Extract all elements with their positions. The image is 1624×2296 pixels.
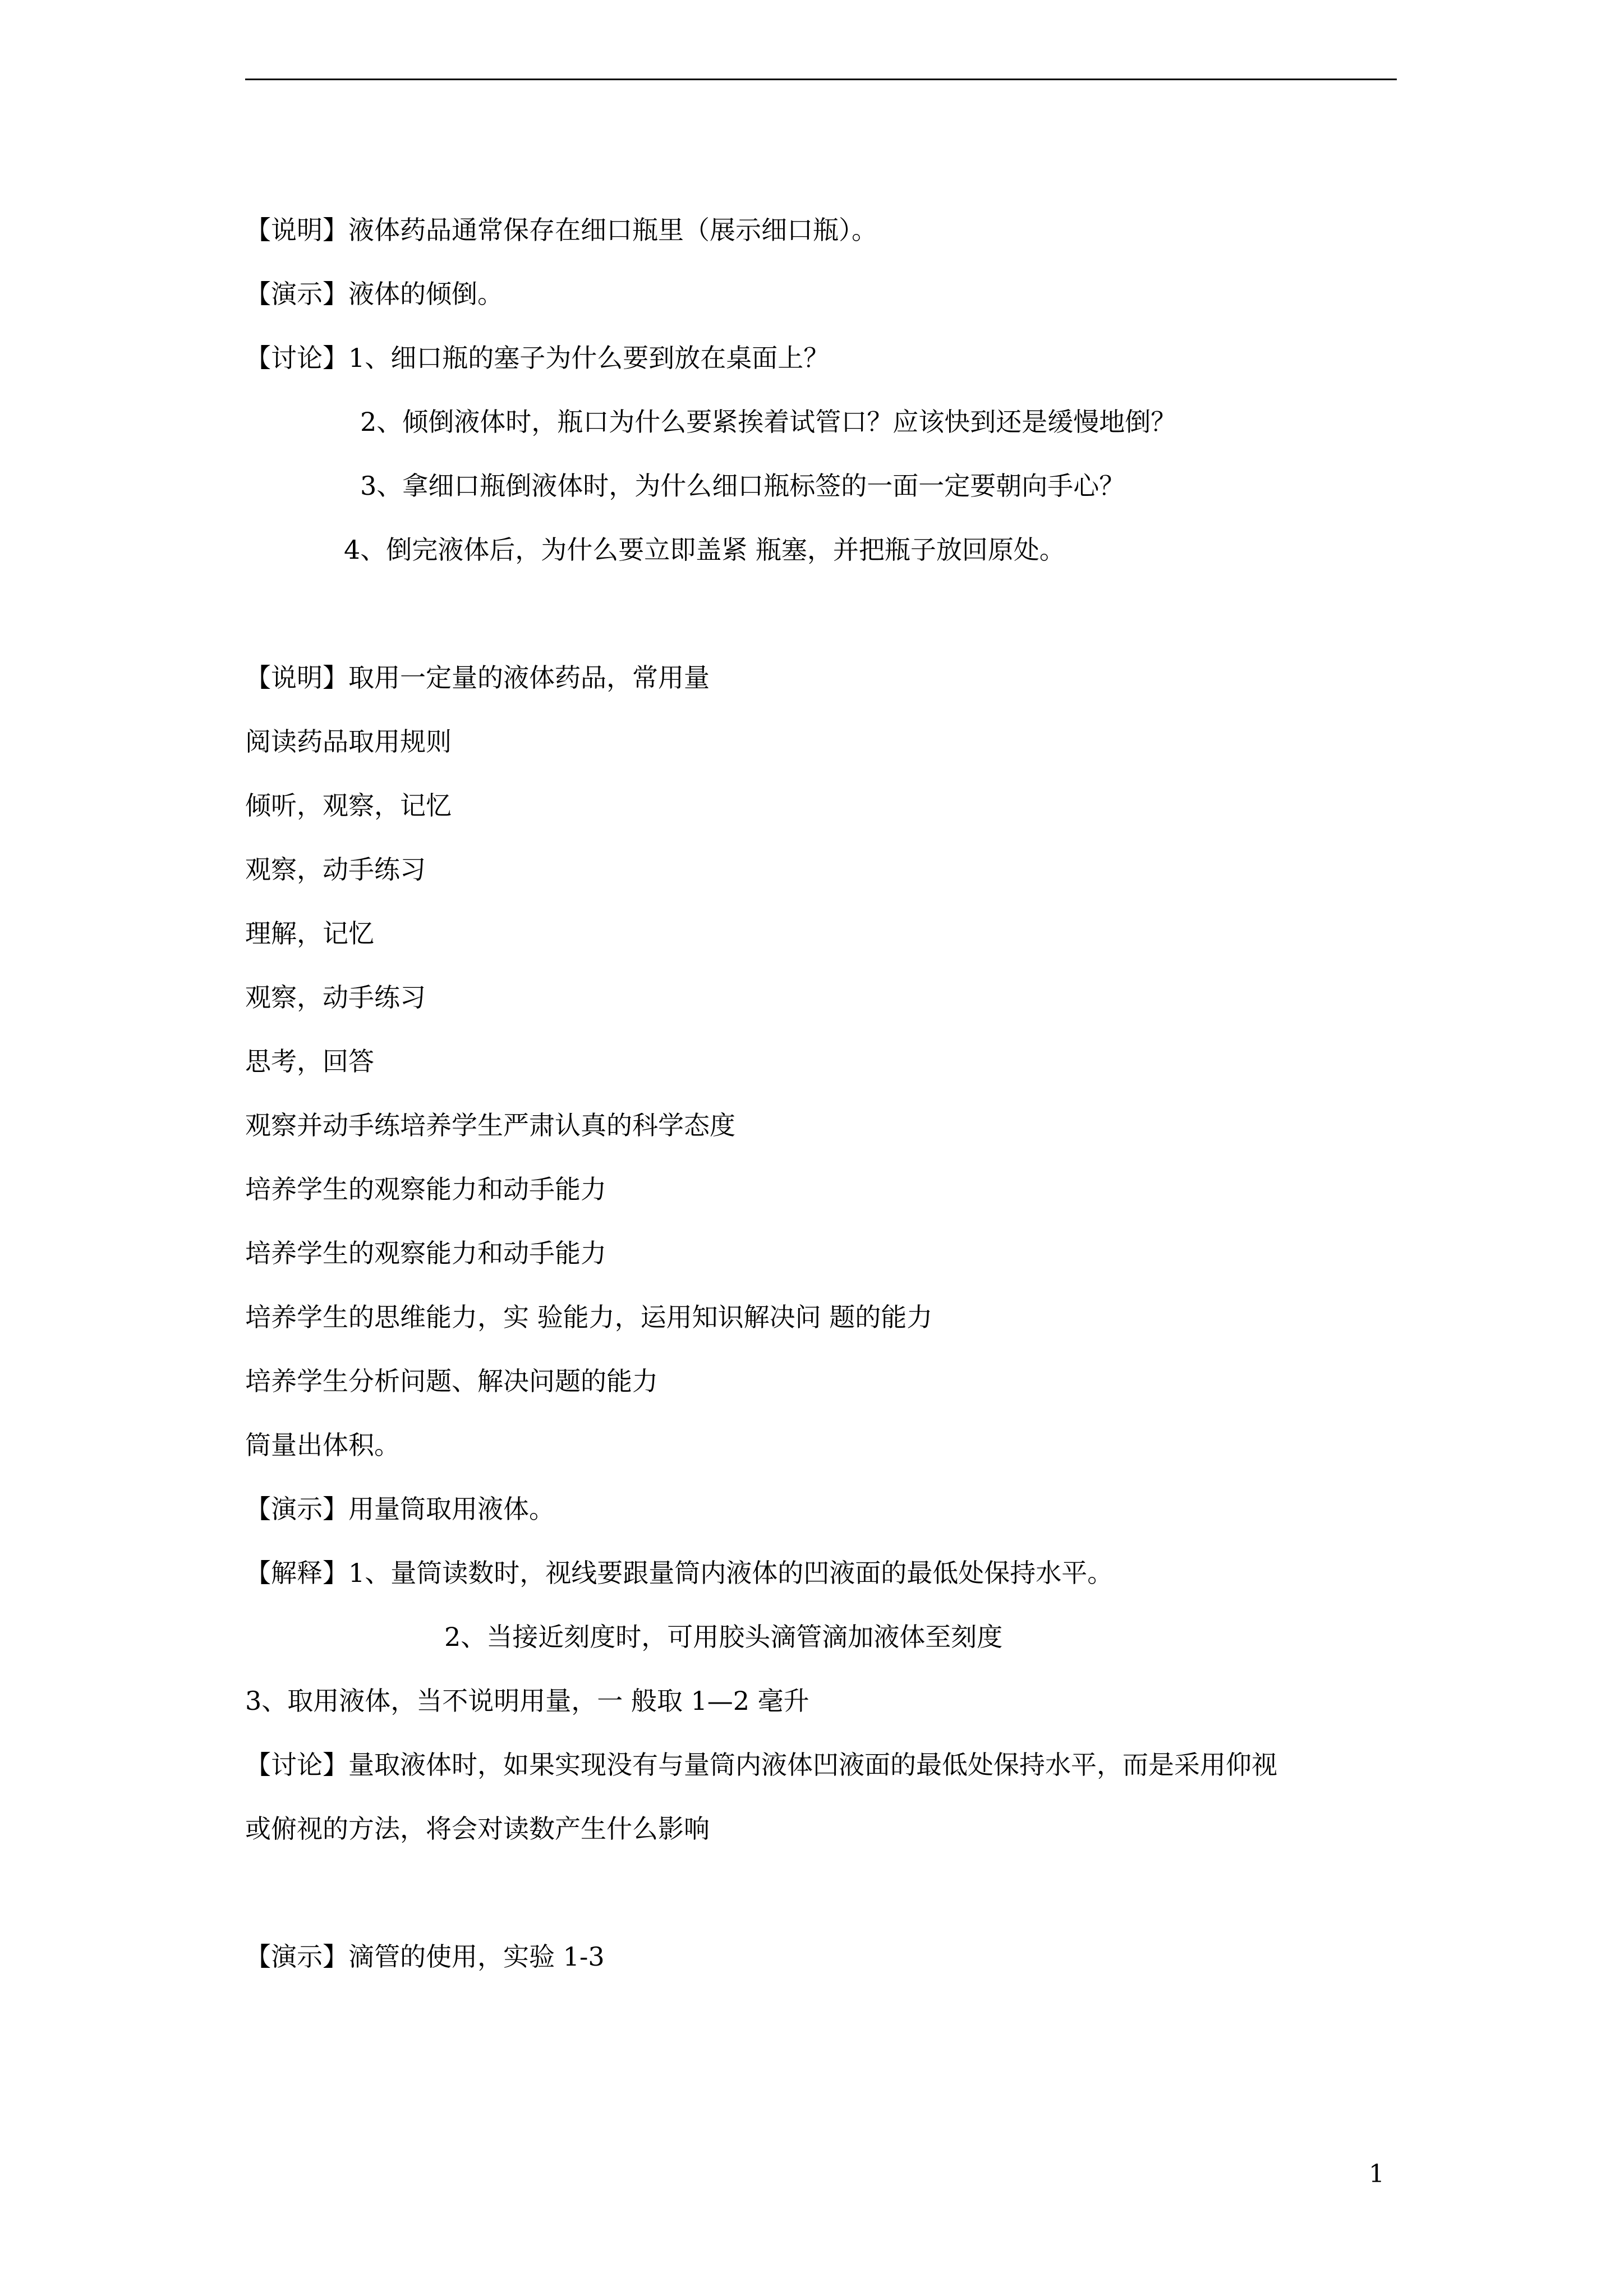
activity-line-understanding: 理解，记忆 <box>245 918 374 949</box>
paragraph-explanation-bottle: 【说明】液体药品通常保存在细口瓶里（展示细口瓶）。 <box>245 215 877 245</box>
paragraph-volume: 筒量出体积。 <box>245 1430 400 1460</box>
discussion-question-1: 【讨论】1、细口瓶的塞子为什么要到放在桌面上？ <box>245 343 830 373</box>
explanation-point-1: 【解释】1、量筒读数时，视线要跟量筒内液体的凹液面的最低处保持水平。 <box>245 1558 1114 1588</box>
paragraph-demo-dropper: 【演示】滴管的使用，实验 1-3 <box>245 1941 605 1972</box>
paragraph-explanation-measure: 【说明】取用一定量的液体药品，常用量 <box>245 662 710 693</box>
goal-line-attitude: 观察并动手练培养学生严肃认真的科学态度 <box>245 1110 735 1140</box>
goal-line-analysis: 培养学生分析问题、解决问题的能力 <box>245 1366 658 1396</box>
discussion-reading-error-line-1: 【讨论】量取液体时，如果实现没有与量筒内液体凹液面的最低处保持水平，而是采用仰视 <box>245 1750 1277 1780</box>
paragraph-demo-cylinder: 【演示】用量筒取用液体。 <box>245 1494 555 1524</box>
paragraph-demo-pouring: 【演示】液体的倾倒。 <box>245 279 503 309</box>
goal-line-thinking: 培养学生的思维能力，实 验能力，运用知识解决问 题的能力 <box>245 1302 933 1332</box>
activity-line-listening: 倾听，观察，记忆 <box>245 790 452 821</box>
activity-line-practice-2: 观察，动手练习 <box>245 982 426 1013</box>
activity-line-reading: 阅读药品取用规则 <box>245 726 452 757</box>
page-number: 1 <box>1369 2160 1384 2188</box>
explanation-point-2: 2、当接近刻度时，可用胶头滴管滴加液体至刻度 <box>444 1622 1003 1652</box>
activity-line-practice-1: 观察，动手练习 <box>245 854 426 885</box>
discussion-question-3: 3、拿细口瓶倒液体时，为什么细口瓶标签的一面一定要朝向手心？ <box>360 471 1125 501</box>
explanation-point-3: 3、取用液体，当不说明用量，一 般取 1—2 毫升 <box>245 1686 809 1716</box>
discussion-question-2: 2、倾倒液体时，瓶口为什么要紧挨着试管口？应该快到还是缓慢地倒？ <box>360 407 1177 437</box>
goal-line-observation-2: 培养学生的观察能力和动手能力 <box>245 1238 606 1268</box>
goal-line-observation-1: 培养学生的观察能力和动手能力 <box>245 1174 606 1204</box>
discussion-reading-error-line-2: 或俯视的方法，将会对读数产生什么影响 <box>245 1814 710 1844</box>
discussion-question-4: 4、倒完液体后，为什么要立即盖紧 瓶塞，并把瓶子放回原处。 <box>344 535 1065 565</box>
header-rule <box>245 79 1397 80</box>
activity-line-thinking: 思考，回答 <box>245 1046 374 1076</box>
